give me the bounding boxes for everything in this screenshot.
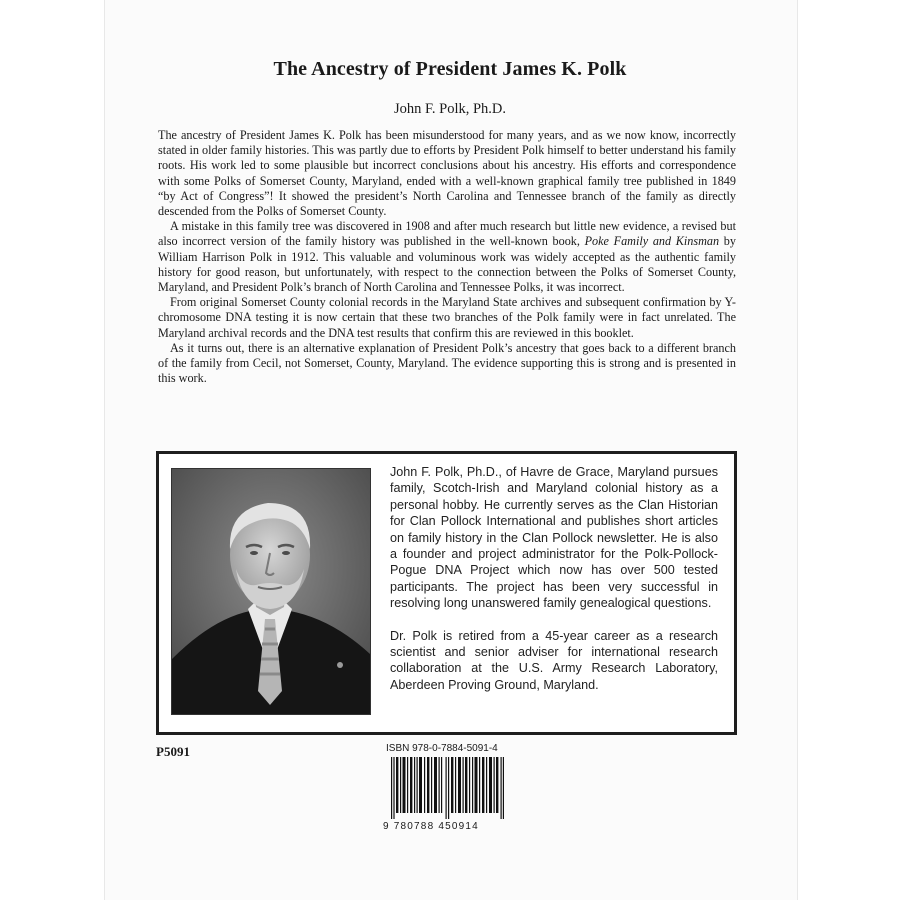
barcode-digit-group: 9 (383, 821, 390, 832)
author-line: John F. Polk, Ph.D. (393, 101, 507, 117)
product-code: P5091 (156, 744, 190, 759)
bio-paragraph: Dr. Polk is retired from a 45-year career as a research scientist and senior adviser for international research collaboration at the U.S. Army Research Laboratory, Aberdeen Proving Ground, Maryland. (390, 628, 718, 692)
isbn-label: ISBN 978-0-7884-5091-4 (386, 743, 498, 754)
author-bio-box (156, 451, 737, 735)
blurb-paragraph: As it turns out, there is an alternative explanation of President Polk’s ancestry that goes back to a different branch of the family from Cecil, not Somerset, County, Maryland. The evidence supporting this is strong and is presented in this work. (158, 340, 736, 386)
blurb-paragraph: From original Somerset County colonial records in the Maryland State archives and subsequent confirmation by Y-chromosome DNA testing it is now certain that these two branches of the Polk family were in fact unrelated. The Maryland archival records and the DNA test results that confirm this are reviewed in this booklet. (158, 295, 736, 340)
blurb-text (158, 128, 736, 386)
book-title: The Ancestry of President James K. Polk (273, 58, 627, 80)
barcode-digits (383, 821, 507, 832)
author-photo (171, 468, 371, 715)
blurb-paragraph: A mistake in this family tree was discovered in 1908 and after much research but little new evidence, a revised but also incorrect version of the family history was published in the well-known book, Poke Family and Kinsman by William Harrison Polk in 1912. This valuable and voluminous work was widely accepted as the authentic family history for good reason, but unfortunately, with respect to the connection between the Polks of Somerset County, Maryland, and President Polk’s branch of North Carolina and Tennessee Polks, it was incorrect. (158, 219, 736, 295)
barcode-digit-group: 450914 (438, 821, 479, 832)
bio-paragraph: John F. Polk, Ph.D., of Havre de Grace, Maryland pursues family, Scotch-Irish and Maryland colonial history as a personal hobby. He currently serves as the Clan Historian for Clan Pollock International and publishes short articles on family history in the Clan Pollock newsletter. He is also a founder and project administrator for the Polk-Pollock-Pogue DNA Project which now has over 500 tested participants. The project has been very successful in resolving long unanswered family genealogical questions. (390, 465, 718, 611)
barcode-digit-group: 780788 (393, 821, 435, 832)
barcode-icon (391, 757, 504, 819)
blurb-paragraph: The ancestry of President James K. Polk has been misunderstood for many years, and as we now know, incorrectly stated in older family histories. This was partly due to efforts by President Polk himself to better understand his family roots. His work led to some plausible but incorrect conclusions about his ancestry. His efforts and correspondence with some Polks of Somerset County, Maryland, ended with a well-known graphical family tree published in 1849 “by Act of Congress”! It showed the president’s North Carolina and Tennessee branch of the family as directly descended from the Polks of Somerset County. (158, 128, 736, 219)
author-bio-text (390, 464, 718, 693)
